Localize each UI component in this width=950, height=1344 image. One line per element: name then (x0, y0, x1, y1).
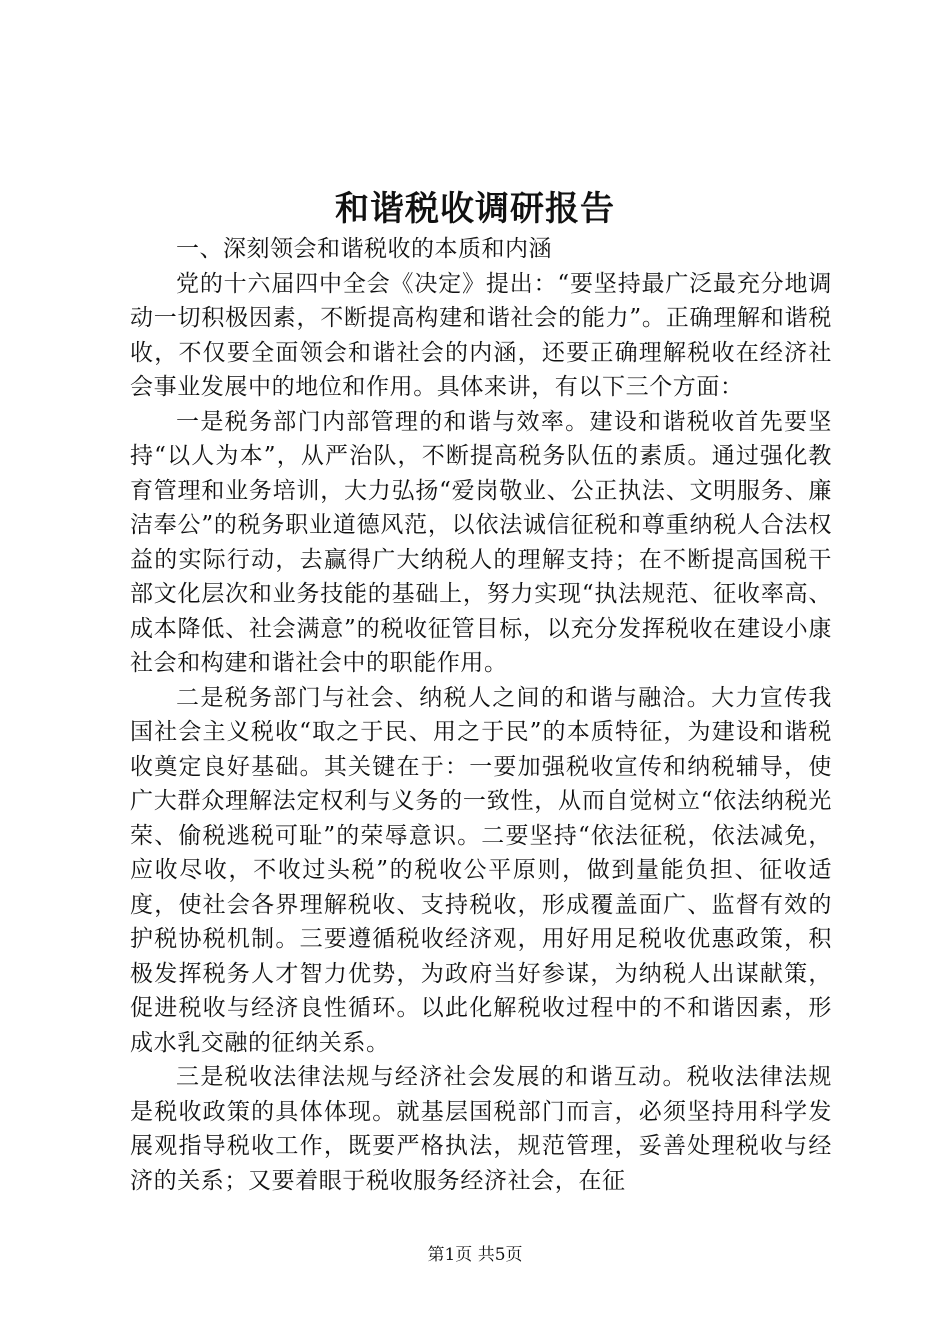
page-footer: 第1页 共5页 (427, 1245, 523, 1265)
document-title: 和谐税收调研报告 (335, 189, 615, 229)
paragraph-point-one: 一是税务部门内部管理的和谐与效率。建设和谐税收首先要坚持“以人为本”，从严治队，不断提高税务队伍的素质。通过强化教育管理和业务培训，大力弘扬“爱岗敬业、公正执法、文明服务、廉洁奉公”的税务职业道德风范，以依法诚信征税和尊重纳税人合法权益的实际行动，去赢得广大纳税人的理解支持；在不断提高国税干部文化层次和业务技能的基础上，努力实现“执法规范、征收率高、成本降低、社会满意”的税收征管目标，以充分发挥税收在建设小康社会和构建和谐社会中的职能作用。 (130, 408, 832, 676)
document-body (130, 232, 832, 1198)
section-heading: 一、深刻领会和谐税收的本质和内涵 (176, 236, 552, 262)
paragraph-point-two: 二是税务部门与社会、纳税人之间的和谐与融洽。大力宣传我国社会主义税收“取之于民、用之于民”的本质特征，为建设和谐税收奠定良好基础。其关键在于：一要加强税收宣传和纳税辅导，使广大群众理解法定权利与义务的一致性，从而自觉树立“依法纳税光荣、偷税逃税可耻”的荣辱意识。二要坚持“依法征税，依法减免，应收尽收，不收过头税”的税收公平原则，做到量能负担、征收适度，使社会各界理解税收、支持税收，形成覆盖面广、监督有效的护税协税机制。三要遵循税收经济观，用好用足税收优惠政策，积极发挥税务人才智力优势，为政府当好参谋，为纳税人出谋献策，促进税收与经济良性循环。以此化解税收过程中的不和谐因素，形成水乳交融的征纳关系。 (130, 684, 832, 1056)
paragraph-point-three: 三是税收法律法规与经济社会发展的和谐互动。税收法律法规是税收政策的具体体现。就基层国税部门而言，必须坚持用科学发展观指导税收工作，既要严格执法，规范管理，妥善处理税收与经济的关系；又要着眼于税收服务经济社会，在征 (130, 1064, 832, 1194)
paragraph-intro: 党的十六届四中全会《决定》提出：“要坚持最广泛最充分地调动一切积极因素，不断提高构建和谐社会的能力”。正确理解和谐税收，不仅要全面领会和谐社会的内涵，还要正确理解税收在经济社会事业发展中的地位和作用。具体来讲，有以下三个方面： (130, 270, 832, 400)
